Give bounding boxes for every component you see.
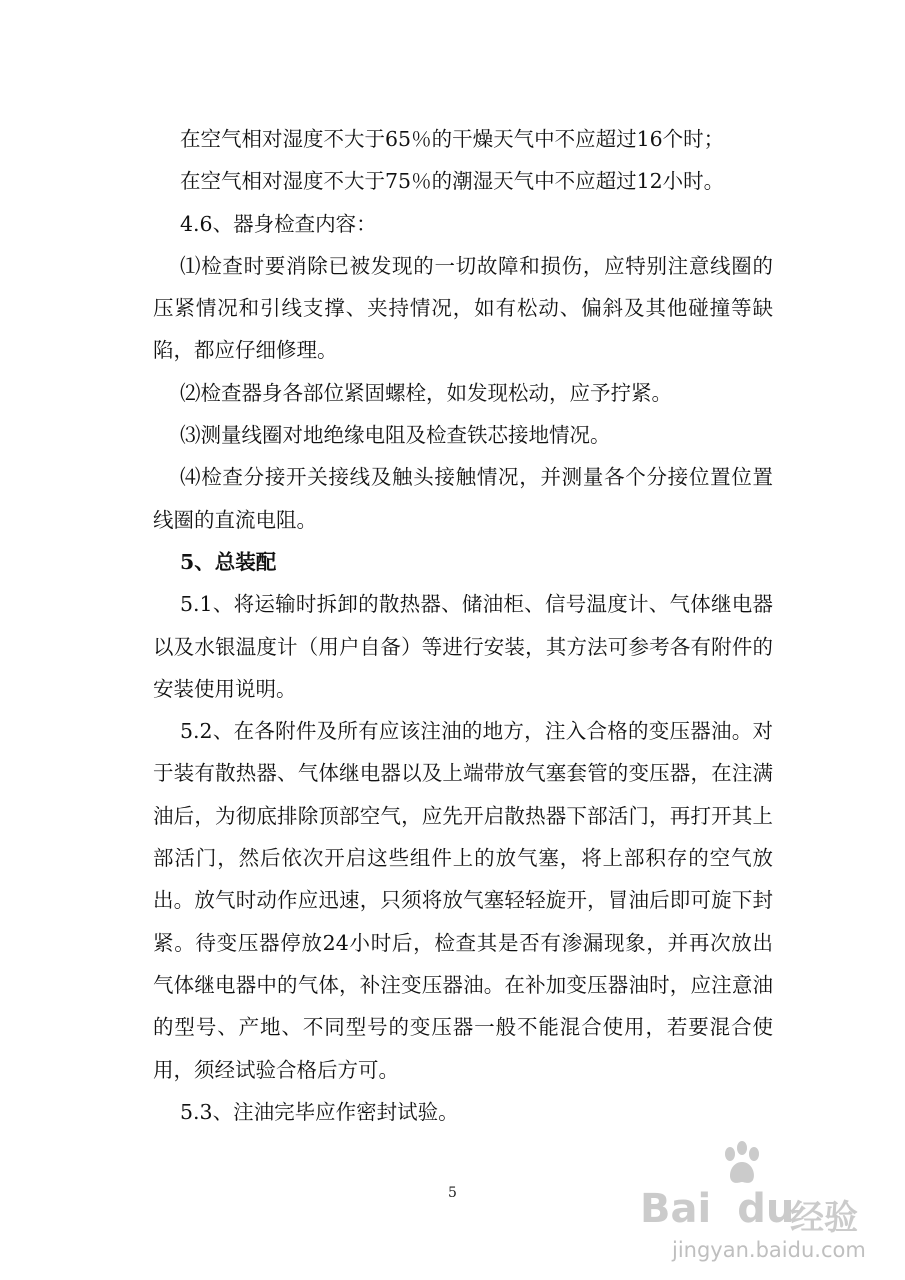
paragraph-5-2: 5.2、在各附件及所有应该注油的地方，注入合格的变压器油。对于装有散热器、气体继电器以及上端带放气塞套管的变压器，在注满油后，为彻底排除顶部空气，应先开启散热器下部活门，再打开其上部活门，然后依次开启这些组件上的放气塞，将上部积存的空气放出。放气时动作应迅速，只须将放气塞轻轻旋开，冒油后即可旋下封紧。待变压器停放24小时后，检查其是否有渗漏现象，并再次放出气体继电器中的气体，补注变压器油。在补加变压器油时，应注意油的型号、产地、不同型号的变压器一般不能混合使用，若要混合使用，须经试验合格后方可。 <box>153 719 773 1082</box>
paragraph-check-1: ⑴检查时要消除已被发现的一切故障和损伤，应特别注意线圈的压紧情况和引线支撑、夹持情况，如有松动、偏斜及其他碰撞等缺陷，都应仔细修理。 <box>153 253 773 363</box>
watermark-url: jingyan.baidu.com <box>672 1238 866 1262</box>
paragraph-humidity-65: 在空气相对湿度不大于65％的干燥天气中不应超过16个时； <box>180 127 725 151</box>
watermark-logo-bai: Bai <box>640 1186 712 1232</box>
page-number: 5 <box>448 1185 457 1201</box>
paragraph-check-2: ⑵检查器身各部位紧固螺栓，如发现松动，应予拧紧。 <box>180 380 672 405</box>
paw-icon <box>722 1140 762 1186</box>
watermark-logo-text <box>640 1186 794 1232</box>
watermark-logo-du: du <box>737 1186 795 1232</box>
heading-5-assembly: 5、总装配 <box>180 549 277 574</box>
paragraph-5-3: 5.3、注油完毕应作密封试验。 <box>180 1099 459 1124</box>
paragraph-check-3: ⑶测量线圈对地绝缘电阻及检查铁芯接地情况。 <box>180 423 611 448</box>
paragraph-5-1: 5.1、将运输时拆卸的散热器、储油柜、信号温度计、气体继电器以及水银温度计（用户自备）等进行安装，其方法可参考各有附件的安装使用说明。 <box>153 592 773 701</box>
paragraph-check-4: ⑷检查分接开关接线及触头接触情况，并测量各个分接位置位置线圈的直流电阻。 <box>153 465 773 532</box>
baidu-jingyan-watermark <box>640 1140 890 1270</box>
heading-4-6: 4.6、器身检查内容： <box>180 211 377 236</box>
watermark-logo-cn: 经验 <box>790 1198 858 1238</box>
document-body <box>153 118 773 1133</box>
paragraph-humidity-75: 在空气相对湿度不大于75％的潮湿天气中不应超过12小时。 <box>180 169 725 194</box>
